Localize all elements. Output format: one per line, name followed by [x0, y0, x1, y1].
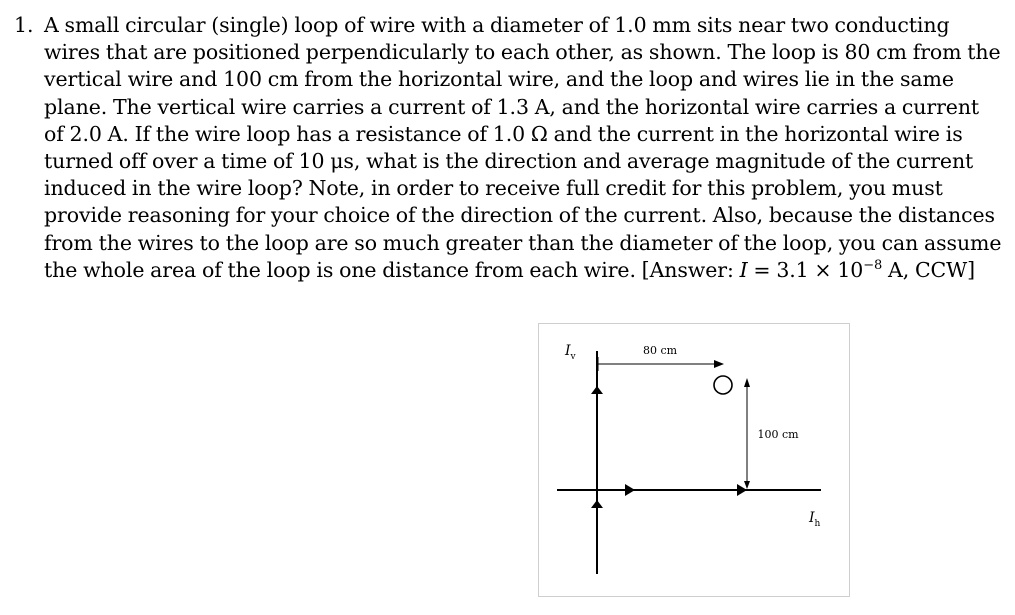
wire-loop-diagram	[539, 324, 851, 598]
vertical-distance-arrow-bottom	[744, 481, 750, 489]
answer-unit: A, CCW]	[882, 257, 975, 282]
problem-text-part3: , what is the direction and average magnitude of the current induced in the wire loop? Note, in order to receive full credit for this problem, you must provide reasoning for your choice of the direction of the current. Also, because the distances from the wires to the loop are so much greater than the diameter of the loop, you can assume the whole area of the loop is one distance from each wire. [Answer:	[44, 149, 1002, 282]
problem-statement	[14, 12, 1004, 284]
answer-exponent: −8	[863, 257, 883, 273]
problem-text	[44, 12, 1004, 284]
horizontal-distance-label: 80 cm	[642, 344, 678, 357]
horizontal-current-arrow-right	[737, 484, 747, 496]
time-value: 10 μs	[298, 149, 354, 174]
horizontal-current-arrow-left	[625, 484, 635, 496]
problem-text-part1: A small circular (single) loop of wire with a diameter of 1.0 mm sits near two conducting wires that are positioned perpendicularly to each other, as shown. The loop is 80 cm from the vertical wire and 100 cm from the horizontal wire, and the loop and wires lie in the same plane. The vertical wire carries a current of 1.3 A, and the horizontal wire carries a current of 2.0 A. If the wire loop has a resistance of	[44, 13, 1001, 146]
vertical-current-arrow-lower	[591, 500, 603, 508]
vertical-distance-arrow-top	[744, 378, 750, 387]
problem-text-part2: and the current in the horizontal wire is turned off over a time of	[44, 121, 963, 174]
wire-loop	[714, 376, 732, 394]
resistance-value: 1.0 Ω	[492, 121, 548, 146]
answer-variable: I	[739, 257, 748, 282]
horizontal-current-label: $I_h$	[809, 510, 821, 529]
vertical-distance-label: 100 cm	[757, 428, 799, 441]
vertical-current-arrow-upper	[591, 386, 603, 394]
vertical-current-label: $I_v$	[565, 343, 576, 362]
answer-equation: = 3.1 × 10	[747, 257, 864, 282]
problem-number: 1.	[14, 13, 34, 37]
wire-loop-figure	[538, 323, 850, 597]
answer-expression	[740, 258, 883, 282]
